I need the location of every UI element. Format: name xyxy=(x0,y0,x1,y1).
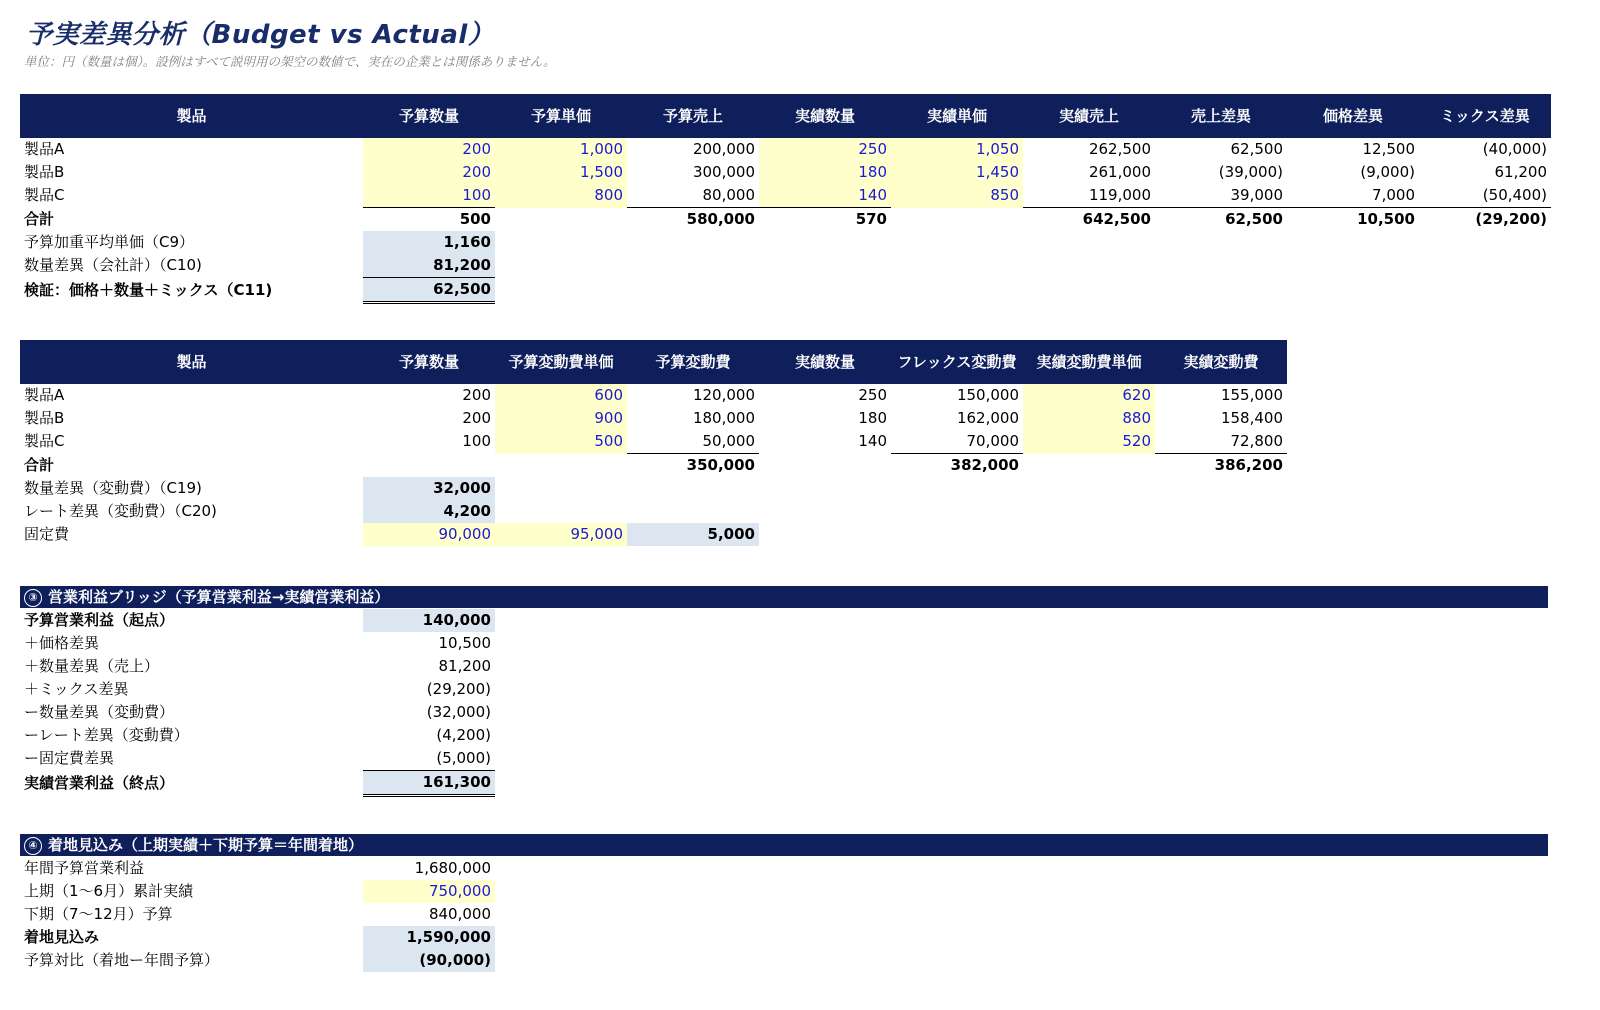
total-price-variance[interactable]: 10,500 xyxy=(1287,208,1419,232)
section-title: 着地見込み（上期実績＋下期予算＝年間着地） xyxy=(48,836,364,854)
table-row xyxy=(20,949,495,972)
flex-cost-cell[interactable]: 150,000 xyxy=(956,386,1019,404)
total-mix-variance[interactable]: (29,200) xyxy=(1419,208,1551,232)
budget-sales-cell[interactable]: 80,000 xyxy=(702,186,755,204)
fixed-cost-budget[interactable]: 90,000 xyxy=(363,523,495,546)
bridge-label[interactable]: ＋ミックス差異 xyxy=(24,680,129,698)
empty-cell[interactable] xyxy=(891,208,1023,232)
landing-label[interactable]: 予算対比（着地ー年間予算） xyxy=(24,951,220,969)
product-name-cell[interactable]: 製品A xyxy=(24,386,65,404)
landing-label[interactable]: 上期（1〜6月）累計実績 xyxy=(24,882,194,900)
calc-value[interactable]: 81,200 xyxy=(363,254,495,278)
landing-section-header xyxy=(20,834,1548,856)
bridge-value[interactable]: 161,300 xyxy=(363,771,495,796)
actual-unit-cost-cell[interactable]: 520 xyxy=(1023,430,1155,454)
table-row xyxy=(20,407,1287,430)
bridge-section-header xyxy=(20,586,1548,608)
actual-cost-cell[interactable]: 72,800 xyxy=(1230,432,1283,450)
landing-label[interactable]: 年間予算営業利益 xyxy=(24,859,145,877)
actual-qty-cell[interactable]: 180 xyxy=(858,409,887,427)
column-header: 製品 xyxy=(20,94,363,138)
empty-cell[interactable] xyxy=(495,454,627,478)
product-name-cell[interactable]: 製品A xyxy=(24,140,65,158)
landing-value[interactable]: 840,000 xyxy=(428,905,491,923)
table-row xyxy=(20,926,495,949)
price-variance-cell[interactable]: (9,000) xyxy=(1360,163,1415,181)
budget-qty-cell[interactable]: 100 xyxy=(462,432,491,451)
budget-unit-cost-cell[interactable]: 900 xyxy=(495,407,627,430)
actual-price-cell[interactable]: 850 xyxy=(891,184,1023,208)
calc-row xyxy=(20,254,1551,278)
column-header: 実績変動費単価 xyxy=(1023,340,1155,384)
column-header: 価格差異 xyxy=(1287,94,1419,138)
page-title: 予実差異分析（Budget vs Actual） xyxy=(26,20,495,50)
total-label[interactable]: 合計 xyxy=(24,209,55,228)
landing-value[interactable]: 750,000 xyxy=(363,880,495,903)
bridge-label[interactable]: ー数量差異（変動費） xyxy=(24,703,175,721)
budget-sales-cell[interactable]: 200,000 xyxy=(692,140,755,158)
budget-qty-cell[interactable]: 200 xyxy=(462,409,491,427)
column-header: 売上差異 xyxy=(1155,94,1287,138)
bridge-label[interactable]: 実績営業利益（終点） xyxy=(24,773,175,792)
flex-cost-cell[interactable]: 162,000 xyxy=(956,409,1019,427)
bridge-value[interactable]: (4,200) xyxy=(436,726,491,744)
profit-bridge-table xyxy=(20,609,495,797)
table-row xyxy=(20,903,495,926)
empty-cell[interactable] xyxy=(1023,454,1155,478)
calc-label[interactable]: 数量差異（変動費）（C19) xyxy=(24,479,202,497)
calc-label[interactable]: レート差異（変動費）（C20) xyxy=(24,502,217,520)
table-row xyxy=(20,857,495,880)
calc-row xyxy=(20,477,1287,500)
column-header: 実績数量 xyxy=(759,94,891,138)
fixed-cost-row xyxy=(20,523,1287,546)
budget-cost-cell[interactable]: 180,000 xyxy=(692,409,755,427)
table-header-row xyxy=(20,340,1287,384)
calc-row xyxy=(20,278,1551,303)
column-header: 実績変動費 xyxy=(1155,340,1287,384)
sales-variance-cell[interactable]: 62,500 xyxy=(1230,140,1283,158)
calc-row xyxy=(20,500,1287,523)
total-budget-sales[interactable]: 580,000 xyxy=(627,208,759,232)
actual-sales-cell[interactable]: 262,500 xyxy=(1088,140,1151,158)
total-actual-cost[interactable]: 386,200 xyxy=(1155,454,1287,478)
column-header: 予算売上 xyxy=(627,94,759,138)
table-row xyxy=(20,430,1287,454)
total-row xyxy=(20,454,1287,478)
check-label[interactable]: 検証：価格＋数量＋ミックス（C11) xyxy=(24,280,273,299)
total-budget-qty[interactable]: 500 xyxy=(363,208,495,232)
total-actual-qty[interactable]: 570 xyxy=(759,208,891,232)
budget-cost-cell[interactable]: 50,000 xyxy=(702,432,755,450)
landing-value[interactable]: (90,000) xyxy=(363,949,495,972)
table-row xyxy=(20,655,495,678)
actual-qty-cell[interactable]: 250 xyxy=(858,386,887,404)
landing-forecast-table xyxy=(20,857,495,972)
calc-value[interactable]: 1,160 xyxy=(363,231,495,254)
table-header-row xyxy=(20,94,1551,138)
column-header: 予算数量 xyxy=(363,340,495,384)
column-header: 実績単価 xyxy=(891,94,1023,138)
budget-qty-cell[interactable]: 200 xyxy=(363,161,495,184)
budget-qty-cell[interactable]: 200 xyxy=(363,138,495,161)
bridge-value[interactable]: 81,200 xyxy=(438,657,491,675)
bridge-value[interactable]: (5,000) xyxy=(436,749,491,767)
budget-price-cell[interactable]: 800 xyxy=(495,184,627,208)
check-value[interactable]: 62,500 xyxy=(363,278,495,303)
actual-unit-cost-cell[interactable]: 880 xyxy=(1023,407,1155,430)
column-header: 予算変動費単価 xyxy=(495,340,627,384)
table-row xyxy=(20,632,495,655)
page-subtitle: 単位：円（数量は個）。設例はすべて説明用の架空の数値で、実在の企業とは関係ありません。 xyxy=(24,54,556,69)
bridge-label[interactable]: 予算営業利益（起点） xyxy=(24,611,175,629)
budget-cost-cell[interactable]: 120,000 xyxy=(692,386,755,404)
section-number-badge: ③ xyxy=(24,589,42,607)
actual-qty-cell[interactable]: 250 xyxy=(759,138,891,161)
product-name-cell[interactable]: 製品C xyxy=(24,186,65,205)
budget-sales-cell[interactable]: 300,000 xyxy=(692,163,755,181)
mix-variance-cell[interactable]: 61,200 xyxy=(1494,163,1547,181)
calc-value[interactable]: 4,200 xyxy=(363,500,495,523)
product-name-cell[interactable]: 製品C xyxy=(24,432,65,451)
empty-cell[interactable] xyxy=(363,454,495,478)
actual-sales-cell[interactable]: 119,000 xyxy=(1088,186,1151,204)
table-row xyxy=(20,701,495,724)
actual-price-cell[interactable]: 1,050 xyxy=(891,138,1023,161)
table-row xyxy=(20,138,1551,161)
bridge-label[interactable]: ＋数量差異（売上） xyxy=(24,657,160,675)
actual-cost-cell[interactable]: 158,400 xyxy=(1220,409,1283,427)
landing-value[interactable]: 1,590,000 xyxy=(363,926,495,949)
actual-qty-cell[interactable]: 180 xyxy=(759,161,891,184)
landing-value[interactable]: 1,680,000 xyxy=(414,859,491,877)
budget-unit-cost-cell[interactable]: 500 xyxy=(495,430,627,454)
sales-variance-cell[interactable]: 39,000 xyxy=(1230,186,1283,204)
total-label[interactable]: 合計 xyxy=(24,455,55,474)
table-row xyxy=(20,609,495,632)
total-row xyxy=(20,208,1551,232)
flex-cost-cell[interactable]: 70,000 xyxy=(966,432,1019,450)
mix-variance-cell[interactable]: (50,400) xyxy=(1482,186,1547,204)
bridge-label[interactable]: ー固定費差異 xyxy=(24,749,115,768)
table-row xyxy=(20,747,495,771)
fixed-cost-variance[interactable]: 5,000 xyxy=(627,523,759,546)
variable-cost-table xyxy=(20,340,1287,546)
column-header: フレックス変動費 xyxy=(891,340,1023,384)
calc-value[interactable]: 32,000 xyxy=(363,477,495,500)
total-flex-cost[interactable]: 382,000 xyxy=(891,454,1023,478)
sales-variance-cell[interactable]: (39,000) xyxy=(1218,163,1283,181)
calc-label[interactable]: 予算加重平均単価（C9） xyxy=(24,233,195,251)
actual-price-cell[interactable]: 1,450 xyxy=(891,161,1023,184)
price-variance-cell[interactable]: 12,500 xyxy=(1362,140,1415,158)
table-row xyxy=(20,678,495,701)
budget-price-cell[interactable]: 1,500 xyxy=(495,161,627,184)
column-header: 予算数量 xyxy=(363,94,495,138)
total-sales-variance[interactable]: 62,500 xyxy=(1155,208,1287,232)
budget-price-cell[interactable]: 1,000 xyxy=(495,138,627,161)
landing-label[interactable]: 着地見込み xyxy=(24,928,100,946)
actual-qty-cell[interactable]: 140 xyxy=(858,432,887,451)
column-header: 実績売上 xyxy=(1023,94,1155,138)
empty-cell[interactable] xyxy=(759,454,891,478)
actual-unit-cost-cell[interactable]: 620 xyxy=(1023,384,1155,407)
mix-variance-cell[interactable]: (40,000) xyxy=(1482,140,1547,158)
bridge-label[interactable]: ＋価格差異 xyxy=(24,634,100,652)
table-row xyxy=(20,184,1551,208)
section-number-badge: ④ xyxy=(24,837,42,855)
bridge-value[interactable]: (29,200) xyxy=(426,680,491,698)
column-header: 予算単価 xyxy=(495,94,627,138)
column-header: 製品 xyxy=(20,340,363,384)
bridge-value[interactable]: (32,000) xyxy=(426,703,491,721)
fixed-cost-actual[interactable]: 95,000 xyxy=(495,523,627,546)
bridge-value[interactable]: 140,000 xyxy=(363,609,495,632)
product-name-cell[interactable]: 製品B xyxy=(24,409,65,427)
budget-qty-cell[interactable]: 100 xyxy=(363,184,495,208)
actual-cost-cell[interactable]: 155,000 xyxy=(1220,386,1283,404)
empty-cell[interactable] xyxy=(495,208,627,232)
actual-sales-cell[interactable]: 261,000 xyxy=(1088,163,1151,181)
calc-label[interactable]: 数量差異（会社計）（C10) xyxy=(24,256,202,275)
table-row xyxy=(20,161,1551,184)
product-name-cell[interactable]: 製品B xyxy=(24,163,65,181)
calc-row xyxy=(20,231,1551,254)
bridge-label[interactable]: ーレート差異（変動費） xyxy=(24,726,189,744)
total-budget-cost[interactable]: 350,000 xyxy=(627,454,759,478)
column-header: 実績数量 xyxy=(759,340,891,384)
column-header: ミックス差異 xyxy=(1419,94,1551,138)
price-variance-cell[interactable]: 7,000 xyxy=(1372,186,1415,204)
budget-unit-cost-cell[interactable]: 600 xyxy=(495,384,627,407)
landing-label[interactable]: 下期（7〜12月）予算 xyxy=(24,905,173,923)
fixed-cost-label[interactable]: 固定費 xyxy=(24,525,70,543)
table-row xyxy=(20,771,495,796)
actual-qty-cell[interactable]: 140 xyxy=(759,184,891,208)
table-row xyxy=(20,724,495,747)
table-row xyxy=(20,384,1287,407)
section-title: 営業利益ブリッジ（予算営業利益→実績営業利益） xyxy=(48,588,390,606)
bridge-value[interactable]: 10,500 xyxy=(438,634,491,652)
budget-qty-cell[interactable]: 200 xyxy=(462,386,491,404)
total-actual-sales[interactable]: 642,500 xyxy=(1023,208,1155,232)
sales-variance-table xyxy=(20,94,1551,304)
table-row xyxy=(20,880,495,903)
column-header: 予算変動費 xyxy=(627,340,759,384)
